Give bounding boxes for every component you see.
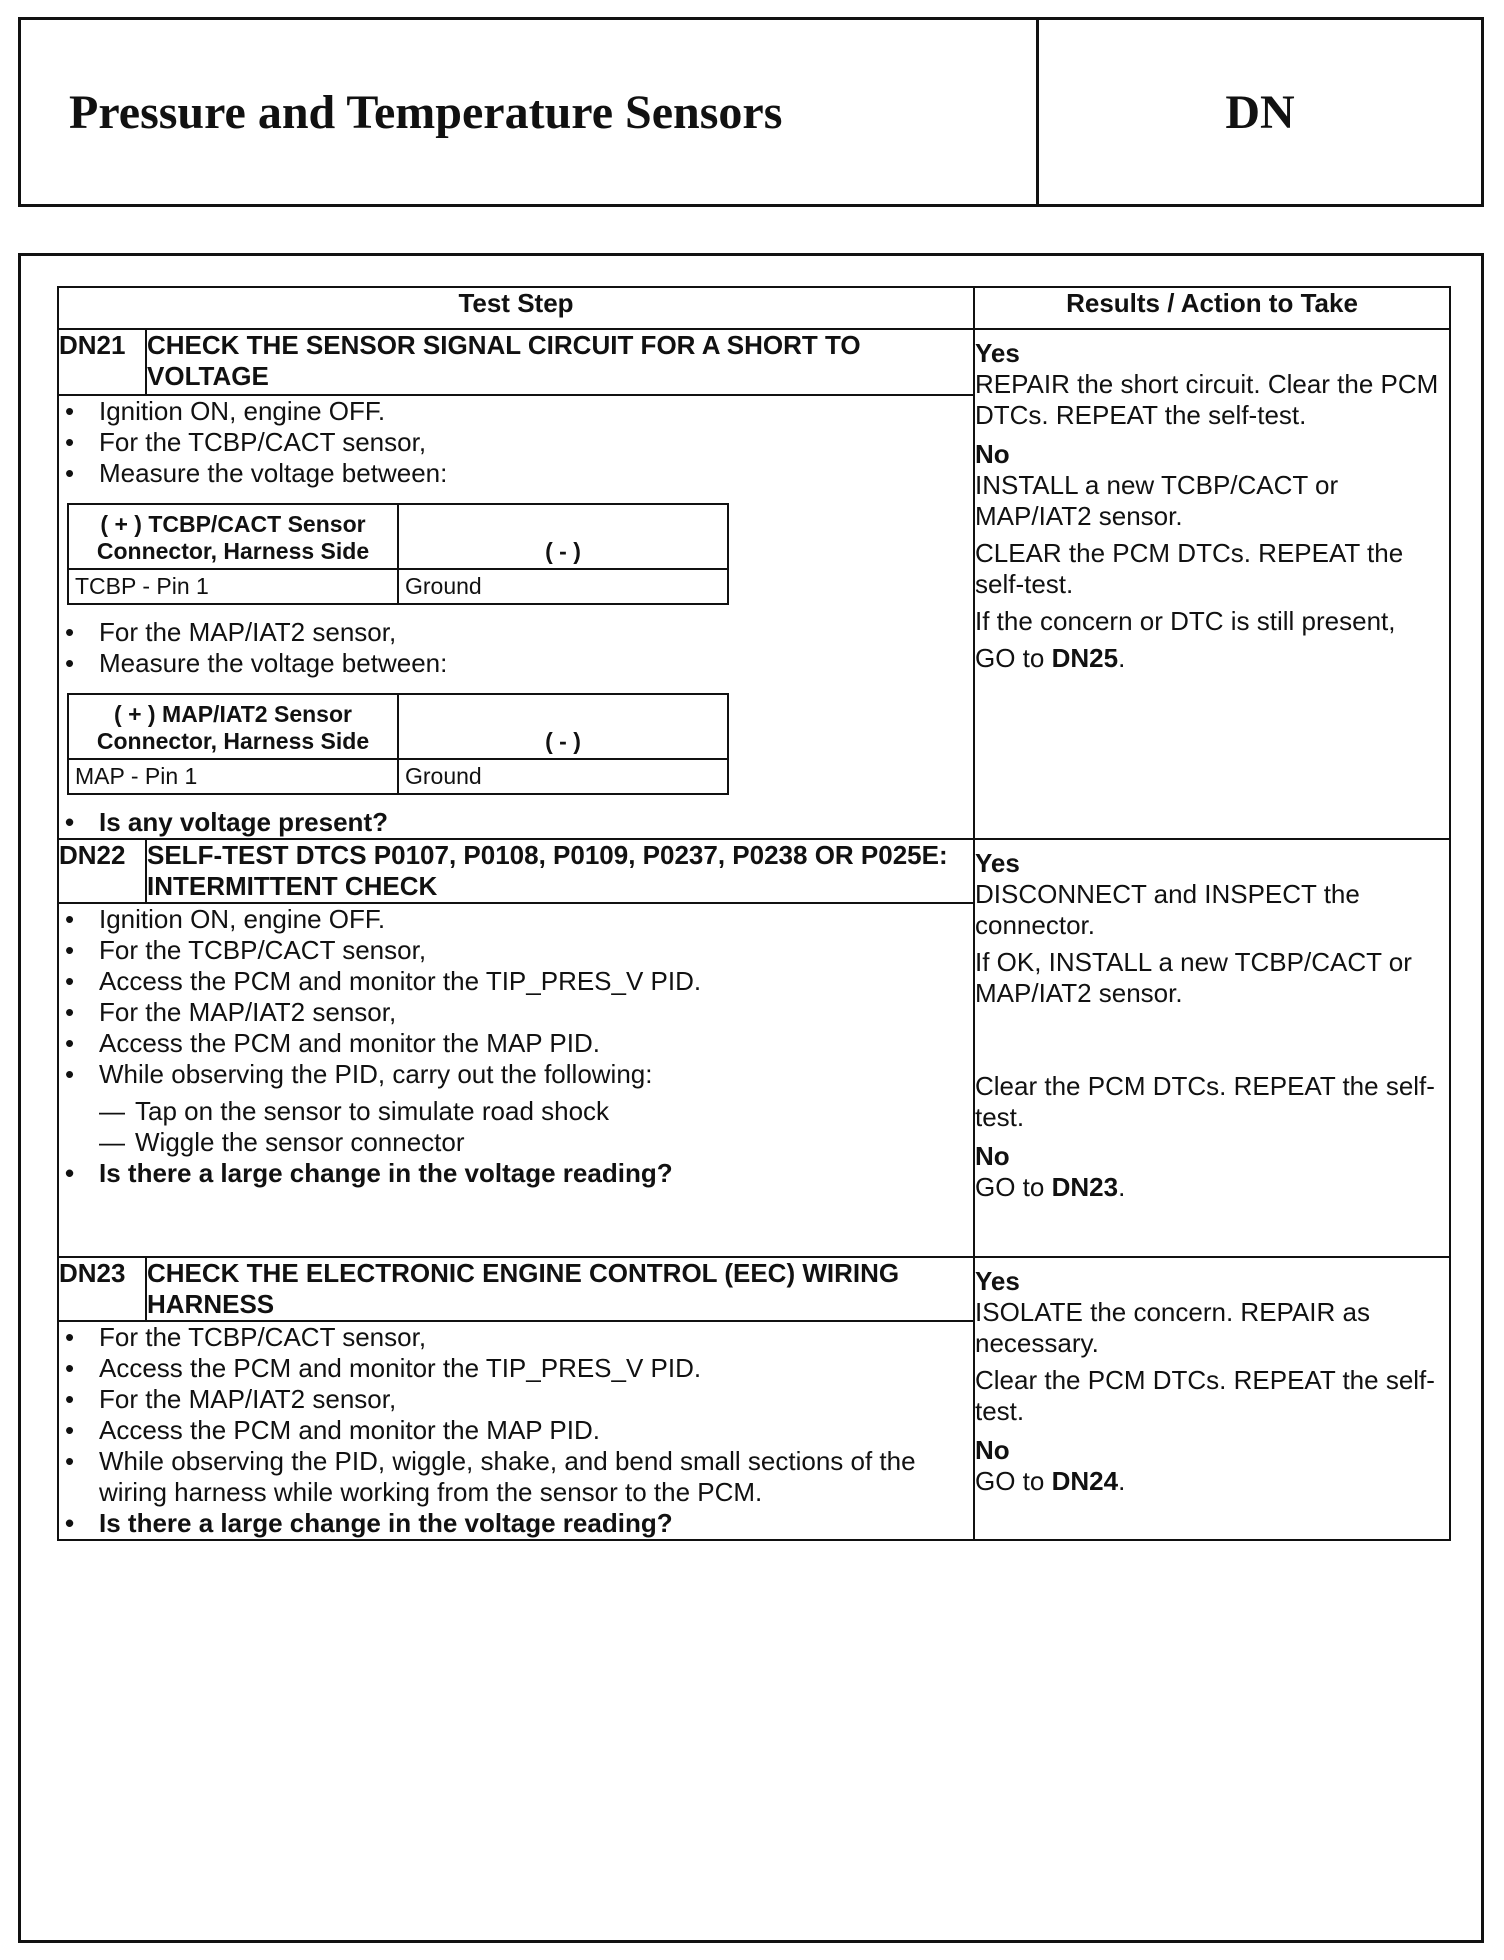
sub-cell-negative: Ground: [398, 569, 728, 604]
no-label: No: [975, 1141, 1010, 1171]
list-item: • For the MAP/IAT2 sensor,: [59, 617, 973, 648]
bullet-list: [59, 904, 973, 1090]
header-box: [18, 17, 1484, 207]
sub-header-positive: ( + ) MAP/IAT2 Sensor Connector, Harness Side: [68, 694, 398, 759]
step-title-row: [58, 329, 1450, 395]
goto-step-link[interactable]: DN25: [1051, 643, 1119, 673]
goto-suffix: .: [1118, 643, 1126, 673]
sub-cell-positive: TCBP - Pin 1: [68, 569, 398, 604]
goto-step-link[interactable]: DN24: [1051, 1466, 1119, 1496]
bullet-list: [59, 1322, 973, 1539]
list-item: • While observing the PID, carry out the following:: [59, 1059, 973, 1090]
no-label: No: [975, 439, 1010, 469]
table-header-row: [58, 287, 1450, 329]
no-label: No: [975, 1435, 1010, 1465]
step-id: DN22: [58, 839, 146, 903]
list-item: • Ignition ON, engine OFF.: [59, 904, 973, 935]
yes-label: Yes: [975, 1266, 1020, 1296]
list-item: — Wiggle the sensor connector: [99, 1127, 973, 1158]
yes-label: Yes: [975, 338, 1020, 368]
goto-suffix: .: [1118, 1466, 1126, 1496]
goto-instruction: [975, 643, 1449, 674]
question-item: • Is there a large change in the voltage reading?: [59, 1158, 973, 1189]
goto-instruction: [975, 1172, 1449, 1203]
list-item: • Access the PCM and monitor the MAP PID.: [59, 1415, 973, 1446]
list-item: • Access the PCM and monitor the TIP_PRES_V PID.: [59, 966, 973, 997]
voltage-measure-table: [67, 503, 729, 605]
step-body: [58, 903, 974, 1257]
list-item: • While observing the PID, wiggle, shake, and bend small sections of the wiring harness while working from the sensor to the PCM.: [59, 1446, 973, 1508]
step-title: CHECK THE SENSOR SIGNAL CIRCUIT FOR A SHORT TO VOLTAGE: [146, 329, 974, 395]
diagnostic-table: [57, 286, 1451, 1541]
column-header-results: Results / Action to Take: [974, 287, 1450, 329]
yes-action: If OK, INSTALL a new TCBP/CACT or MAP/IAT2 sensor.: [975, 947, 1412, 1008]
yes-action: Clear the PCM DTCs. REPEAT the self-test.: [975, 1071, 1435, 1132]
yes-action: ISOLATE the concern. REPAIR as necessary.: [975, 1297, 1370, 1358]
bullet-list: [59, 1158, 973, 1189]
yes-action: Clear the PCM DTCs. REPEAT the self-test.: [975, 1365, 1435, 1426]
step-id: DN21: [58, 329, 146, 395]
step-title-row: [58, 839, 1450, 903]
list-item: • For the MAP/IAT2 sensor,: [59, 997, 973, 1028]
step-result: [974, 1257, 1450, 1540]
goto-suffix: .: [1118, 1172, 1126, 1202]
list-item: • Measure the voltage between:: [59, 648, 973, 679]
list-item: • For the TCBP/CACT sensor,: [59, 1322, 973, 1353]
list-item: • Access the PCM and monitor the MAP PID.: [59, 1028, 973, 1059]
column-header-test-step: Test Step: [58, 287, 974, 329]
list-item: • For the MAP/IAT2 sensor,: [59, 1384, 973, 1415]
bullet-list: [59, 396, 973, 489]
question-item: • Is there a large change in the voltage reading?: [59, 1508, 973, 1539]
goto-prefix: GO to: [975, 1172, 1052, 1202]
page-title: Pressure and Temperature Sensors: [69, 85, 783, 139]
sub-cell-negative: Ground: [398, 759, 728, 794]
sub-cell-positive: MAP - Pin 1: [68, 759, 398, 794]
step-result: [974, 839, 1450, 1257]
goto-step-link[interactable]: DN23: [1051, 1172, 1119, 1202]
yes-action: DISCONNECT and INSPECT the connector.: [975, 879, 1360, 940]
step-id: DN23: [58, 1257, 146, 1321]
step-body: [58, 395, 974, 839]
list-item: • Access the PCM and monitor the TIP_PRES_V PID.: [59, 1353, 973, 1384]
question-item: • Is any voltage present?: [59, 807, 973, 838]
bullet-list: [59, 807, 973, 838]
sub-header-positive: ( + ) TCBP/CACT Sensor Connector, Harness Side: [68, 504, 398, 569]
bullet-list: [59, 617, 973, 679]
list-item: • For the TCBP/CACT sensor,: [59, 427, 973, 458]
list-item: • Ignition ON, engine OFF.: [59, 396, 973, 427]
no-action: If the concern or DTC is still present,: [975, 606, 1396, 636]
yes-label: Yes: [975, 848, 1020, 878]
dash-list: [59, 1096, 973, 1158]
list-item: • For the TCBP/CACT sensor,: [59, 935, 973, 966]
step-result: [974, 329, 1450, 839]
no-action: CLEAR the PCM DTCs. REPEAT the self-test.: [975, 538, 1404, 599]
no-action: INSTALL a new TCBP/CACT or MAP/IAT2 sensor.: [975, 470, 1339, 531]
goto-prefix: GO to: [975, 1466, 1052, 1496]
step-title: SELF-TEST DTCS P0107, P0108, P0109, P0237, P0238 OR P025E: INTERMITTENT CHECK: [146, 839, 974, 903]
list-item: — Tap on the sensor to simulate road shock: [99, 1096, 973, 1127]
list-item: • Measure the voltage between:: [59, 458, 973, 489]
step-body: [58, 1321, 974, 1540]
sub-header-negative: ( - ): [398, 694, 728, 759]
content-box: [18, 253, 1484, 1943]
step-title: CHECK THE ELECTRONIC ENGINE CONTROL (EEC) WIRING HARNESS: [146, 1257, 974, 1321]
section-code: DN: [1036, 20, 1481, 204]
goto-prefix: GO to: [975, 643, 1052, 673]
yes-action: REPAIR the short circuit. Clear the PCM DTCs. REPEAT the self-test.: [975, 369, 1439, 430]
goto-instruction: [975, 1466, 1449, 1497]
sub-header-negative: ( - ): [398, 504, 728, 569]
voltage-measure-table: [67, 693, 729, 795]
step-title-row: [58, 1257, 1450, 1321]
